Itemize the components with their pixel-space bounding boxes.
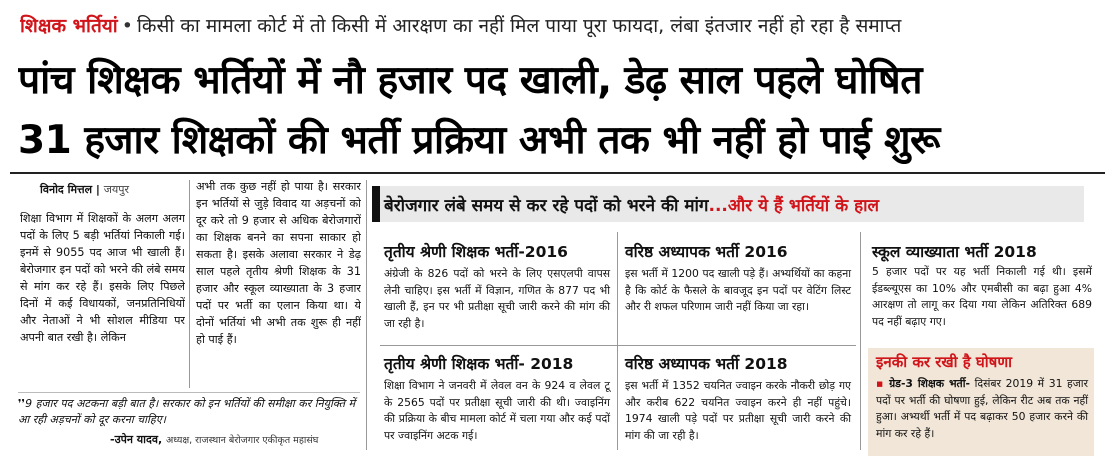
quote-author-role: अध्यक्ष, राजस्थान बेरोजगार एकीकृत महासंघ bbox=[165, 435, 319, 446]
quote-author-name: -उपेन यादव, bbox=[110, 433, 163, 446]
byline-name: विनोद मित्तल bbox=[40, 183, 93, 196]
box-divider bbox=[860, 232, 861, 450]
kicker-subheading: किसी का मामला कोर्ट में तो किसी में आरक्षण का नहीं मिल पाया पूरा फायदा, लंबा इंतजार नहीं हो रहा है समाप्त bbox=[136, 15, 902, 37]
pull-quote: ❜❜9 हजार पद अटकना बड़ी बात है। सरकार को इन भर्तियों की समीक्षा कर नियुक्ति में आ रही अड़चनों को दूर करना चाहिए। bbox=[18, 397, 356, 426]
column-divider bbox=[366, 180, 367, 450]
box-body: इस भर्ती में 1200 पद खाली पड़े हैं। अभ्यर्थियों का कहना है कि कोर्ट के फैसले के बावजूद इन पदों पर वेटिंग लिस्ट और री शफल परिणाम जारी नहीं किया जा रहा। bbox=[625, 267, 851, 313]
byline-separator: | bbox=[92, 183, 104, 196]
box-body: अंग्रेजी के 826 पदों को भरने के लिए एसएलपी वापस लेनी चाहिए। इस भर्ती में विज्ञान, गणित के 877 पद भी खाली हैं, इन पर भी प्रतीक्षा सूची जारी करने की मांग की जा रही है। bbox=[384, 267, 610, 330]
box-title: वरिष्ठ अध्यापक भर्ती 2018 bbox=[625, 355, 788, 373]
box-title: स्कूल व्याख्याता भर्ती 2018 bbox=[872, 243, 1037, 261]
story-column-2: अभी तक कुछ नहीं हो पाया है। सरकार इन भर्तियों से जुड़े विवाद या अड़चनों को दूर करे तो 9 हजार से अधिक बेरोजगारों का शिक्षक बनने का सपना साकार हो सकता है। इसके अलावा सरकार ने डेढ़ साल पहले तृतीय श्रेणी शिक्षक के 31 हजार और स्कूल व्याख्याता के 3 हजार पदों पर भर्ती का एलान किया था। ये दोनों भर्तियां भी अभी तक शुरू ही नहीं हो पाई हैं। bbox=[196, 180, 361, 346]
byline bbox=[40, 182, 129, 197]
bullet-icon: ▪ bbox=[876, 377, 885, 390]
announcement-lead: ग्रेड-3 शिक्षक भर्ती- bbox=[889, 377, 970, 390]
banner-heading bbox=[384, 193, 879, 216]
box-divider-horizontal bbox=[380, 345, 856, 346]
headline-rule bbox=[10, 172, 1105, 174]
box-title: तृतीय श्रेणी शिक्षक भर्ती- 2018 bbox=[384, 355, 574, 373]
byline-city: जयपुर bbox=[103, 183, 130, 196]
announcement-title: इनकी कर रखी है घोषणा bbox=[876, 353, 1013, 371]
announcement-text: दिसंबर 2019 में 31 हजार पदों पर भर्ती की घोषणा हुई, लेकिन रीट अब तक नहीं हुआ। अभ्यर्थी भर्ती में पद बढ़ाकर 50 हजार करने की मांग कर रहे हैं। bbox=[876, 377, 1088, 440]
box-body: 5 हजार पदों पर यह भर्ती निकाली गई थी। इसमें ईडब्ल्यूएस का 10% और एमबीसी का बढ़ा हुआ 4% आरक्षण तो लागू कर दिया गया लेकिन अतिरिक्त 689 पद नहीं बढ़ाए गए। bbox=[872, 265, 1092, 328]
kicker-row bbox=[20, 12, 1105, 42]
box-body: इस भर्ती में 1352 चयनित ज्वाइन करके नौकरी छोड़ गए और करीब 622 चयनित ज्वाइन करने ही नहीं पहुंचे। 1974 खाली पड़े पदों पर प्रतीक्षा सूची जारी करने की मांग की जा रही है। bbox=[625, 379, 851, 442]
kicker-separator: • bbox=[121, 15, 133, 37]
announcement-body bbox=[876, 376, 1088, 442]
headline-line-1: पांच शिक्षक भर्तियों में नौ हजार पद खाली, डेढ़ साल पहले घोषित bbox=[18, 58, 922, 103]
banner-highlight: ...और ये हैं भर्तियों के हाल bbox=[708, 196, 880, 216]
quote-author bbox=[110, 432, 318, 447]
box-title: वरिष्ठ अध्यापक भर्ती 2016 bbox=[625, 243, 788, 261]
section-kicker: शिक्षक भर्तियां bbox=[20, 15, 118, 37]
box-title: तृतीय श्रेणी शिक्षक भर्ती-2016 bbox=[384, 243, 568, 261]
box-divider bbox=[617, 232, 618, 450]
banner-main: बेरोजगार लंबे समय से कर रहे पदों को भरने की मांग bbox=[384, 196, 709, 216]
box-body: शिक्षा विभाग ने जनवरी में लेवल वन के 924 व लेवल टू के 2565 पदों पर प्रतीक्षा सूची जारी की थी। ज्वाइनिंग की प्रक्रिया के बीच मामला कोर्ट में चला गया और कई पदों पर ज्वाइनिंग अटक गई। bbox=[384, 379, 610, 442]
story-column-1: शिक्षा विभाग में शिक्षकों के अलग अलग पदों के लिए 5 बड़ी भर्तियां निकाली गई। इनमें से 9055 पद आज भी खाली हैं। बेरोजगार इन पदों को भरने की लंबे समय से मांग कर रहे हैं। इसके लिए पिछले दिनों में कई विधायकों, जनप्रतिनिधियों और नेताओं ने भी सोशल मीडिया पर अपनी बात रखी है। लेकिन bbox=[20, 212, 185, 344]
column-divider bbox=[189, 180, 190, 388]
headline-line-2: 31 हजार शिक्षकों की भर्ती प्रक्रिया अभी तक भी नहीं हो पाई शुरू bbox=[18, 118, 940, 163]
quote-rule bbox=[18, 392, 360, 393]
